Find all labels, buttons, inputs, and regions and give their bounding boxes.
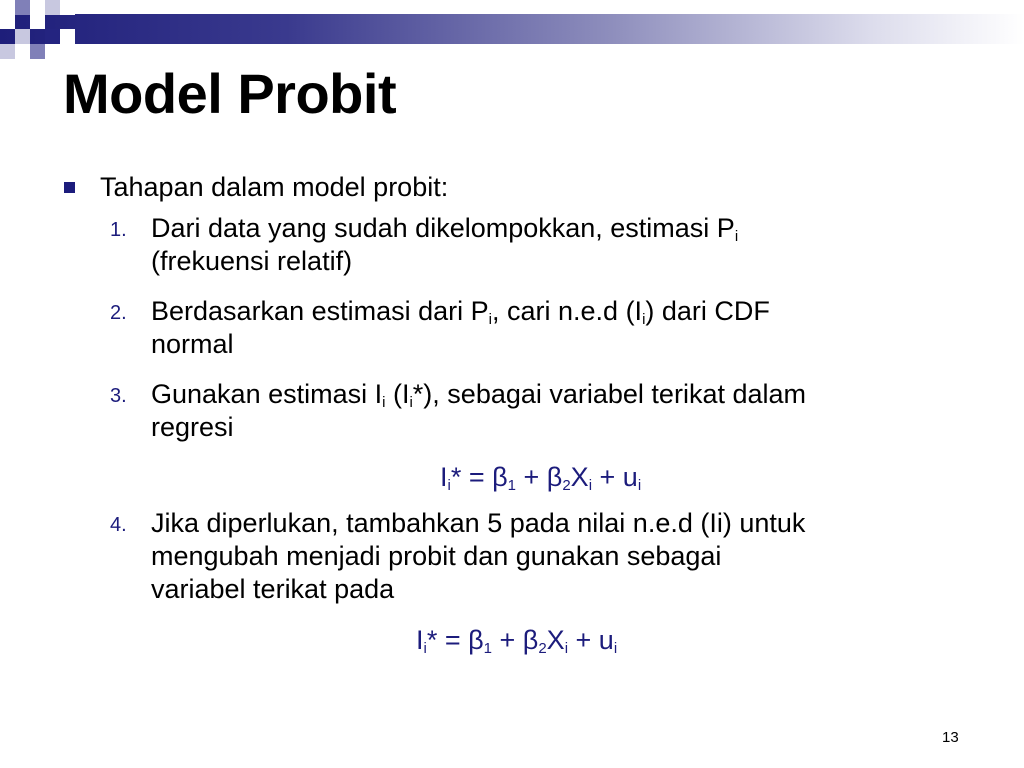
eq-x: X: [570, 462, 589, 492]
regression-equation: [416, 624, 617, 657]
item-2-line-1b: , cari n.e.d (I: [492, 296, 643, 326]
eq-lhs: I: [416, 625, 424, 655]
subscript: i: [409, 394, 413, 411]
item-4-line-1: Jika diperlukan, tambahkan 5 pada nilai n.e.d (Ii) untuk: [151, 508, 806, 538]
list-item-text: [151, 295, 1001, 361]
eq-x: X: [546, 625, 565, 655]
decor-square: [45, 0, 60, 15]
regression-equation: [440, 461, 641, 494]
subscript: i: [588, 477, 593, 494]
list-number: 3.: [110, 385, 127, 407]
main-bullet: [66, 169, 448, 205]
square-bullet-icon: [64, 182, 75, 193]
eq-plus-beta: + β: [516, 462, 563, 492]
decor-square: [0, 14, 15, 29]
list-item-text: [151, 378, 1001, 444]
eq-plus-u: + u: [568, 625, 614, 655]
item-4-line-2: mengubah menjadi probit dan gunakan sebagai: [151, 541, 722, 571]
subscript: i: [564, 640, 569, 657]
page-number: 13: [942, 729, 959, 746]
eq-equals: * = β: [426, 625, 484, 655]
eq-equals: * = β: [450, 462, 508, 492]
item-3-line-2: regresi: [151, 412, 234, 442]
subscript: i: [637, 477, 642, 494]
list-number: 1.: [110, 219, 127, 241]
item-2-line-1a: Berdasarkan estimasi dari P: [151, 296, 489, 326]
decor-square: [30, 0, 45, 15]
eq-plus-beta: + β: [492, 625, 539, 655]
subscript: i: [382, 394, 386, 411]
decor-square: [0, 44, 15, 59]
list-number: 4.: [110, 514, 127, 536]
list-item-text: [151, 212, 1001, 278]
list-item-text: [151, 507, 1001, 606]
main-bullet-text: Tahapan dalam model probit:: [100, 172, 449, 202]
subscript: i: [423, 640, 427, 657]
decor-square: [15, 29, 30, 44]
decor-square: [30, 14, 45, 29]
item-3-line-1a: Gunakan estimasi I: [151, 379, 383, 409]
subscript: i: [642, 311, 646, 328]
header-gradient-bar: [0, 14, 1024, 44]
subscript: i: [613, 640, 618, 657]
item-4-line-3: variabel terikat pada: [151, 574, 395, 604]
item-3-line-1c: *), sebagai variabel terikat dalam: [412, 379, 806, 409]
subscript: i: [447, 477, 451, 494]
decor-square: [45, 29, 60, 44]
item-2-line-2: normal: [151, 329, 234, 359]
subscript: i: [488, 311, 492, 328]
eq-lhs: I: [440, 462, 448, 492]
subscript: 2: [538, 640, 547, 657]
decor-square: [60, 29, 75, 44]
subscript: 2: [562, 477, 571, 494]
item-2-line-1c: ) dari CDF: [645, 296, 770, 326]
subscript: 1: [483, 640, 493, 657]
list-number: 2.: [110, 302, 127, 324]
decor-square: [60, 0, 75, 15]
item-1-line-1: Dari data yang sudah dikelompokkan, estimasi P: [151, 213, 735, 243]
decor-square: [15, 0, 30, 15]
decor-square: [30, 44, 45, 59]
decor-square: [0, 0, 15, 15]
subscript: i: [734, 228, 739, 245]
item-3-line-1b: (I: [385, 379, 410, 409]
slide-title: Model Probit: [63, 62, 397, 125]
eq-plus-u: + u: [592, 462, 638, 492]
item-1-line-2: (frekuensi relatif): [151, 246, 353, 276]
subscript: 1: [507, 477, 517, 494]
